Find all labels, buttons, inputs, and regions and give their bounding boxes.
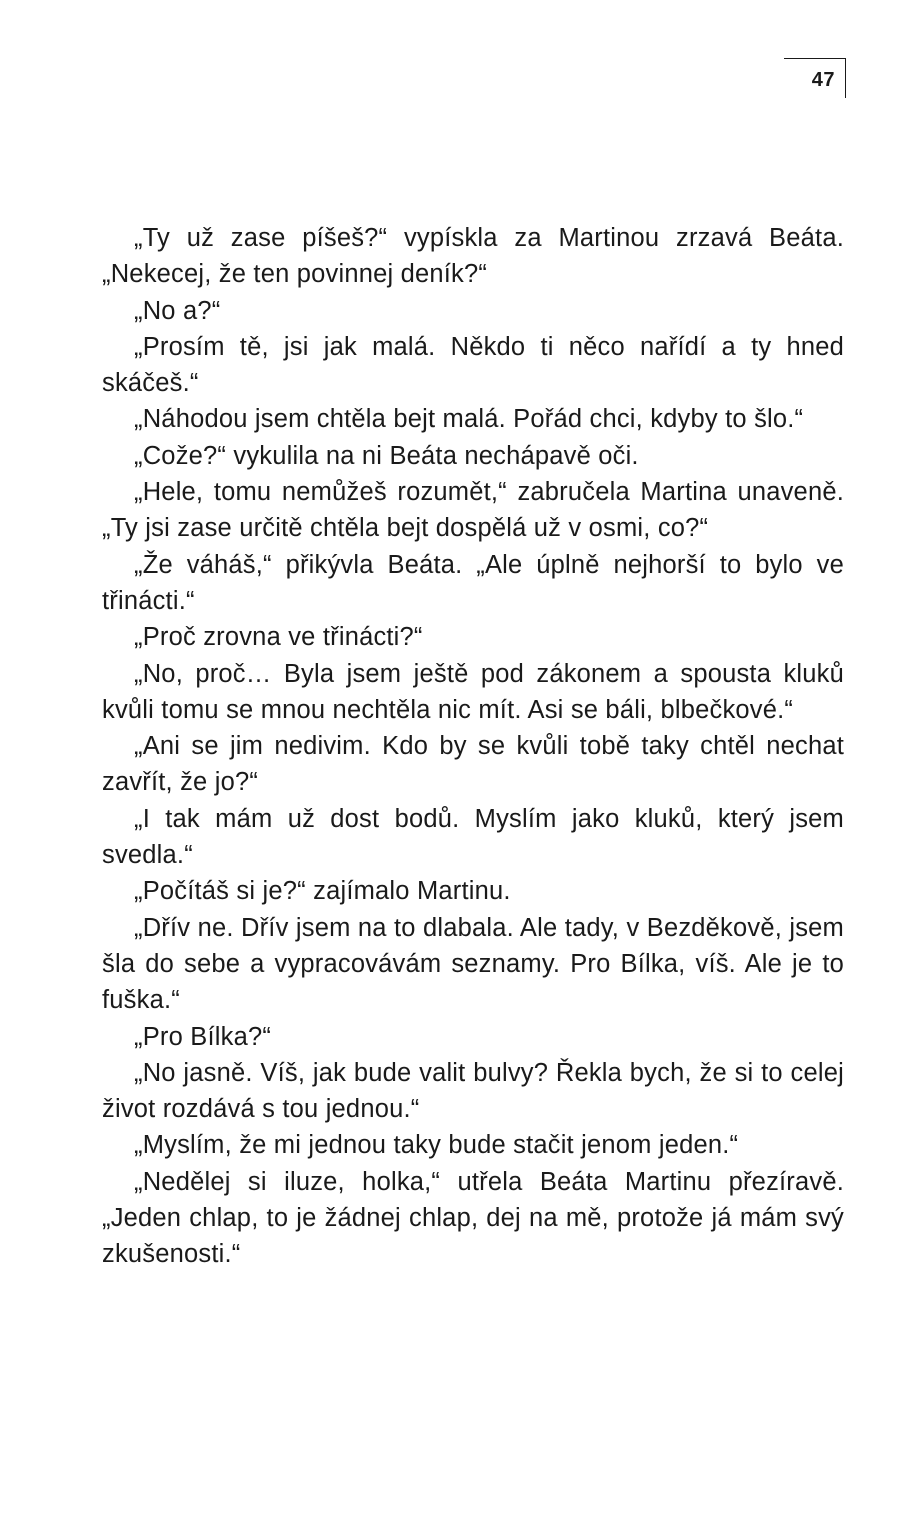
paragraph: „Prosím tě, jsi jak malá. Někdo ti něco nařídí a ty hned skáčeš.“: [102, 332, 844, 398]
text-body: [102, 220, 844, 1273]
paragraph: „Že váháš,“ přikývla Beáta. „Ale úplně nejhorší to bylo ve třinácti.“: [102, 550, 844, 615]
paragraph: „Proč zrovna ve třinácti?“: [134, 623, 423, 652]
paragraph: „No jasně. Víš, jak bude valit bulvy? Řekla bych, že si to celej život rozdává s tou jednou.“: [102, 1058, 844, 1124]
paragraph: „Myslím, že mi jednou taky bude stačit jenom jeden.“: [134, 1131, 739, 1160]
paragraph: „I tak mám už dost bodů. Myslím jako kluků, který jsem svedla.“: [102, 804, 844, 870]
paragraph: „No a?“: [134, 296, 221, 325]
paragraph: „No, proč… Byla jsem ještě pod zákonem a spousta kluků kvůli tomu se mnou nechtěla nic mít. Asi se báli, blbečkové.“: [102, 659, 844, 724]
paragraph: „Počítáš si je?“ zajímalo Martinu.: [134, 877, 511, 906]
paragraph: „Cože?“ vykulila na ni Beáta nechápavě oči.: [134, 441, 639, 470]
page-number: 47: [811, 69, 835, 91]
paragraph: „Náhodou jsem chtěla bejt malá. Pořád chci, kdyby to šlo.“: [134, 405, 804, 434]
paragraph: „Dřív ne. Dřív jsem na to dlabala. Ale tady, v Bezděkově, jsem šla do sebe a vypracovávám seznamy. Pro Bílka, víš. Ale je to fuška.“: [102, 913, 844, 1015]
paragraph: „Hele, tomu nemůžeš rozumět,“ zabručela Martina unaveně. „Ty jsi zase určitě chtěla bejt dospělá už v osmi, co?“: [102, 478, 844, 543]
paragraph: „Pro Bílka?“: [134, 1022, 272, 1051]
page-header: [784, 58, 846, 98]
paragraph: „Ty už zase píšeš?“ vypískla za Martinou zrzavá Beáta. „Nekecej, že ten povinnej deník?“: [102, 224, 844, 289]
paragraph: „Ani se jim nedivim. Kdo by se kvůli tobě taky chtěl nechat zavřít, že jo?“: [102, 732, 844, 797]
paragraph: „Nedělej si iluze, holka,“ utřela Beáta Martinu přezíravě. „Jeden chlap, to je žádnej chlap, dej na mě, protože já mám svý zkušenosti.“: [102, 1167, 844, 1269]
